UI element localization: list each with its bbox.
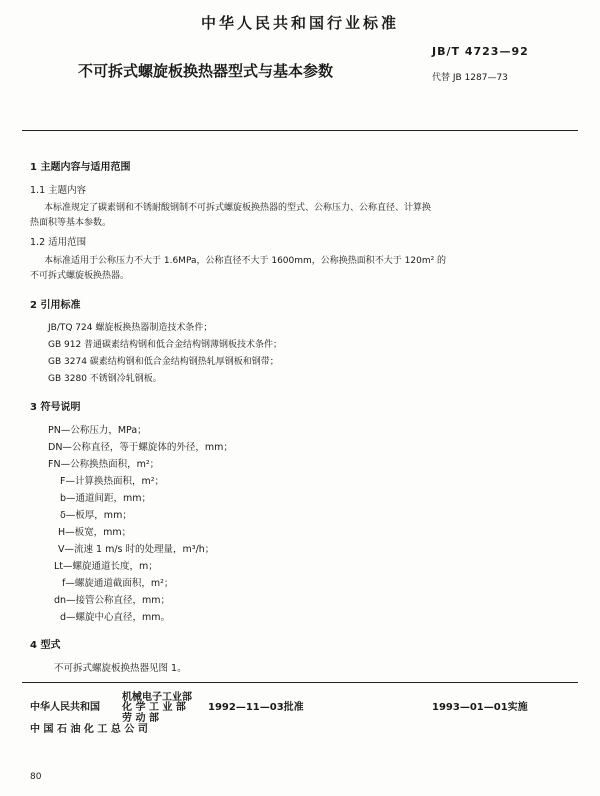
doc-title: 不可拆式螺旋板换热器型式与基本参数 [78,62,334,80]
implement-date: 1993—01—01实施 [432,702,528,713]
standard-number: JB/T 4723—92 [432,45,529,58]
symbol-item: DN—公称直径，等于螺旋体的外径，mm； [48,442,233,453]
ref-item: GB 3274 碳素结构钢和低合金结构钢热轧厚钢板和钢带； [48,357,279,367]
symbol-item: F—计算换热面积，m²； [60,476,165,487]
symbol-item: dn—接管公称直径，mm； [54,595,171,606]
page-number: 80 [30,772,42,782]
symbol-item: FN—公称换热面积，m²； [48,459,160,470]
ministry-2: 化 学 工 业 部 [122,702,186,713]
section-4-heading: 4 型式 [30,640,61,651]
symbol-item: Lt—螺旋通道长度，m； [54,561,158,572]
section-1-2-heading: 1.2 适用范围 [30,237,87,248]
section-4-text: 不可拆式螺旋板换热器见图 1。 [54,663,187,674]
section-1-heading: 1 主题内容与适用范围 [30,162,131,173]
symbol-item: δ—板厚，mm； [60,510,132,521]
ministry-1: 机械电子工业部 [122,692,192,703]
section-1-1-heading: 1.1 主题内容 [30,185,87,196]
approve-date: 1992—11—03批准 [208,702,304,713]
section-1-2-text-line2: 不可拆式螺旋板换热器。 [30,271,130,281]
ref-item: JB/TQ 724 螺旋板换热器制造技术条件； [48,323,213,333]
section-1-1-text-line2: 热面积等基本参数。 [30,218,112,228]
header-rule [22,130,578,131]
section-3-heading: 3 符号说明 [30,402,81,413]
symbol-item: d—螺旋中心直径，mm。 [60,612,171,623]
ministry-3: 劳 动 部 [122,713,159,724]
section-1-1-text-line1: 本标准规定了碳素钢和不锈耐酸钢制不可拆式螺旋板换热器的型式、公称压力、公称直径、计算换 [44,203,432,213]
symbol-item: H—板宽，mm； [58,527,132,538]
symbol-item: f—螺旋通道截面积，m²； [62,578,174,589]
symbol-item: PN—公称压力，MPa； [48,425,147,436]
replaces-note: 代替 JB 1287—73 [432,73,508,83]
ref-item: GB 912 普通碳素结构钢和低合金结构钢薄钢板技术条件； [48,340,283,350]
org-title: 中华人民共和国行业标准 [200,14,399,32]
symbol-item: V—流速 1 m/s 时的处理量，m³/h； [58,544,215,555]
prc-label: 中华人民共和国 [30,702,100,713]
ref-item: GB 3280 不锈钢冷轧钢板。 [48,374,162,384]
symbol-item: b—通道间距，mm； [60,493,152,504]
footer-rule [22,682,578,683]
section-1-2-text-line1: 本标准适用于公称压力不大于 1.6MPa，公称直径不大于 1600mm，公称换热面积不大于 120m² 的 [44,256,447,266]
company-name: 中 国 石 油 化 工 总 公 司 [30,724,148,735]
section-2-heading: 2 引用标准 [30,300,81,311]
